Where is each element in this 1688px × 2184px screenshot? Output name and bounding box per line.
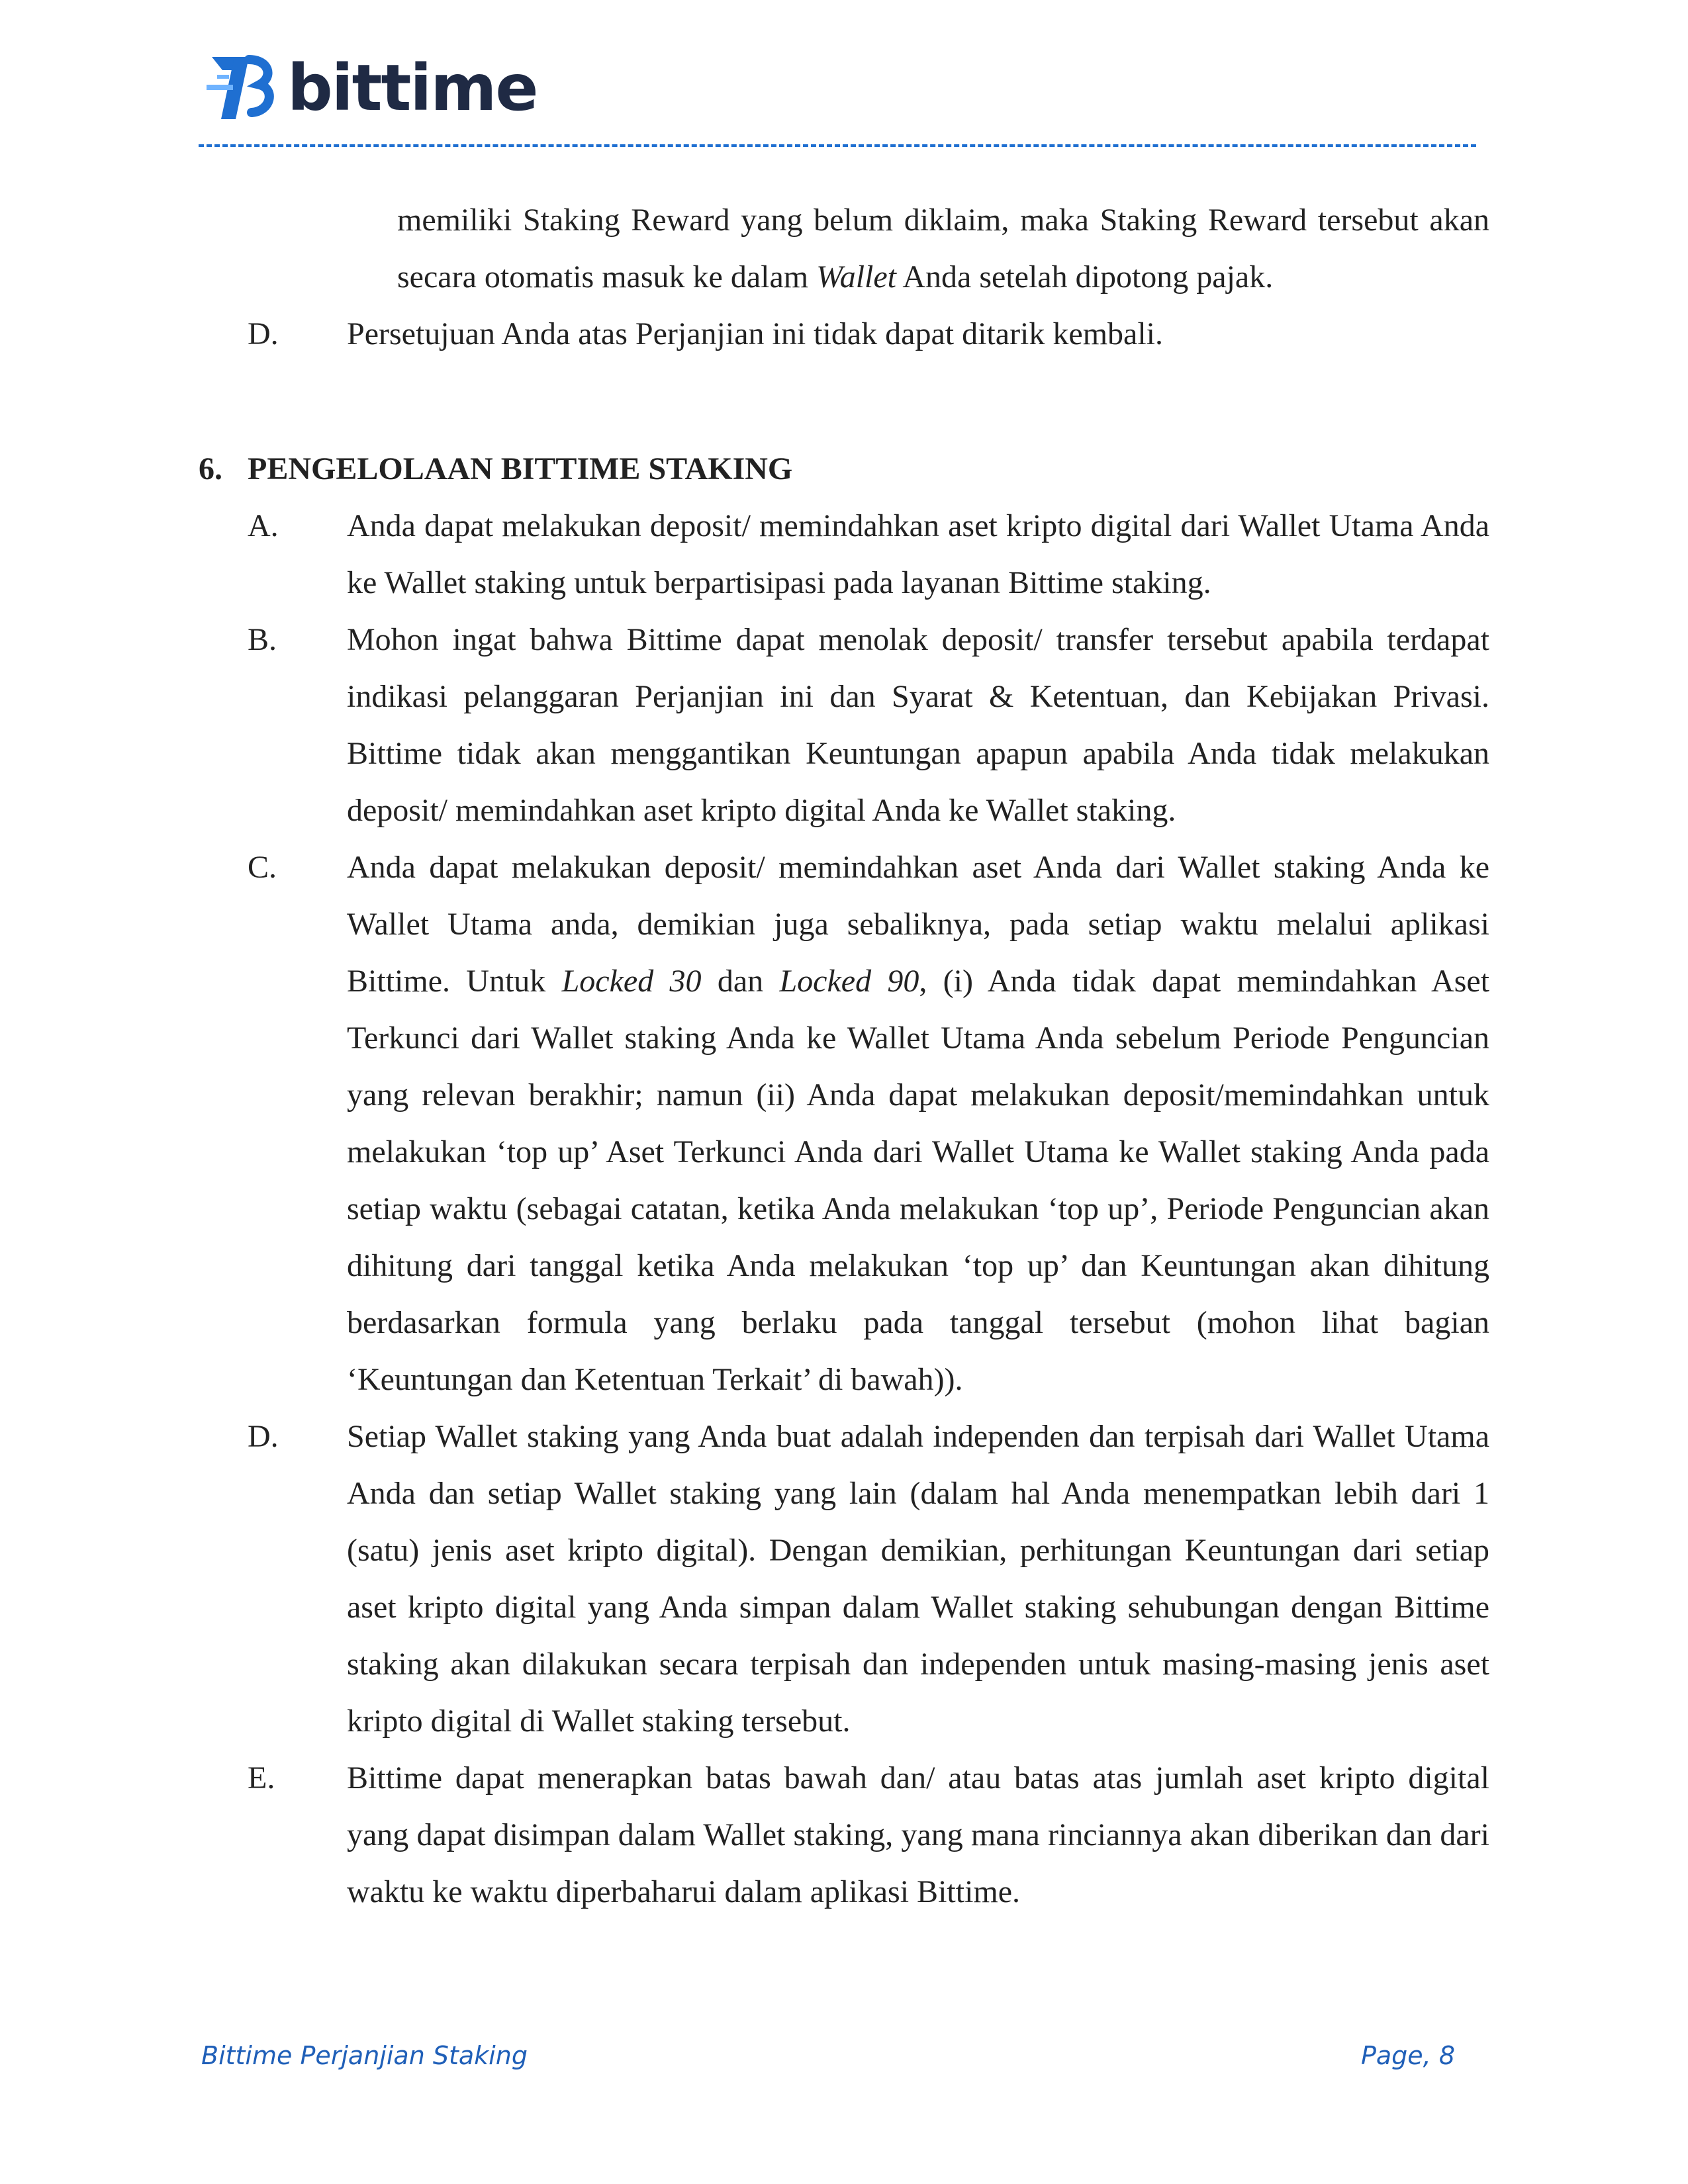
continued-paragraph: [397, 192, 1489, 306]
item-c-italic2: Locked 90: [779, 964, 919, 999]
bittime-logo-icon: [203, 45, 282, 131]
list-item-label: D.: [248, 316, 279, 351]
continued-italic: Wallet: [816, 259, 897, 295]
section-number: 6.: [199, 451, 222, 486]
list-item-text: Mohon ingat bahwa Bittime dapat menolak deposit/ transfer tersebut apabila terdapat indikasi pelanggaran Perjanjian ini dan Syarat & Ketentuan, dan Kebijakan Privasi. Bittime tidak akan menggantikan Keuntungan apapun apabila Anda tidak melakukan deposit/ memindahkan aset kripto digital Anda ke Wallet staking.: [347, 622, 1489, 828]
list-item-e: [199, 1750, 1489, 1921]
list-item-a: [199, 498, 1489, 612]
list-item-text: [347, 839, 1489, 1408]
list-item-prev-d: [199, 306, 1489, 363]
section-heading: [199, 441, 1489, 498]
list-item-b: [199, 612, 1489, 839]
item-c-part1: Anda dapat melakukan deposit/ memindahkan aset Anda dari Wallet staking Anda ke Wallet Utama anda, demikian juga sebaliknya, pada setiap waktu melalui aplikasi Bittime. Untuk: [347, 850, 1489, 999]
header-divider: [199, 144, 1476, 147]
list-item-text: Setiap Wallet staking yang Anda buat adalah independen dan terpisah dari Wallet Utama Anda dan setiap Wallet staking yang lain (dalam hal Anda menempatkan lebih dari 1 (satu) jenis aset kripto digital). Dengan demikian, perhitungan Keuntungan dari setiap aset kripto digital yang Anda simpan dalam Wallet staking sehubungan dengan Bittime staking akan dilakukan secara terpisah dan independen untuk masing-masing jenis aset kripto digital di Wallet staking tersebut.: [347, 1419, 1489, 1739]
continued-text-2: Anda setelah dipotong pajak.: [896, 259, 1274, 295]
footer-page-number: Page, 8: [1360, 2041, 1455, 2070]
list-item-label: B.: [248, 622, 277, 657]
brand-name: bittime: [287, 51, 538, 125]
continued-text-1: memiliki Staking Reward yang belum diklaim, maka Staking Reward tersebut akan secara otomatis masuk ke dalam: [397, 203, 1489, 295]
section-title: PENGELOLAAN BITTIME STAKING: [248, 451, 793, 486]
header-logo: [203, 45, 537, 131]
list-item-text: Anda dapat melakukan deposit/ memindahkan aset kripto digital dari Wallet Utama Anda ke Wallet staking untuk berpartisipasi pada layanan Bittime staking.: [347, 508, 1489, 600]
list-item-c: [199, 839, 1489, 1408]
item-c-part2: dan: [701, 964, 780, 999]
list-item-label: E.: [248, 1760, 275, 1796]
footer-document-title: Bittime Perjanjian Staking: [201, 2041, 528, 2070]
list-item-d: [199, 1408, 1489, 1750]
item-c-part3: , (i) Anda tidak dapat memindahkan Aset Terkunci dari Wallet staking Anda ke Wallet Utama Anda sebelum Periode Penguncian yang relevan berakhir; namun (ii) Anda dapat melakukan deposit/memindahkan untuk melakukan ‘top up’ Aset Terkunci Anda dari Wallet Utama ke Wallet staking Anda pada setiap waktu (sebagai catatan, ketika Anda melakukan ‘top up’, Periode Penguncian akan dihitung dari tanggal ketika Anda melakukan ‘top up’ dan Keuntungan akan dihitung berdasarkan formula yang berlaku pada tanggal tersebut (mohon lihat bagian ‘Keuntungan dan Ketentuan Terkait’ di bawah)).: [347, 964, 1490, 1397]
list-item-text: Persetujuan Anda atas Perjanjian ini tidak dapat ditarik kembali.: [347, 316, 1163, 351]
list-item-label: A.: [248, 508, 279, 543]
item-c-italic1: Locked 30: [561, 964, 702, 999]
document-body: [199, 192, 1489, 1921]
list-item-text: Bittime dapat menerapkan batas bawah dan/ atau batas atas jumlah aset kripto digital yang dapat disimpan dalam Wallet staking, yang mana rinciannya akan diberikan dan dari waktu ke waktu diperbaharui dalam aplikasi Bittime.: [347, 1760, 1489, 1909]
list-item-label: D.: [248, 1419, 279, 1454]
list-item-label: C.: [248, 850, 277, 885]
